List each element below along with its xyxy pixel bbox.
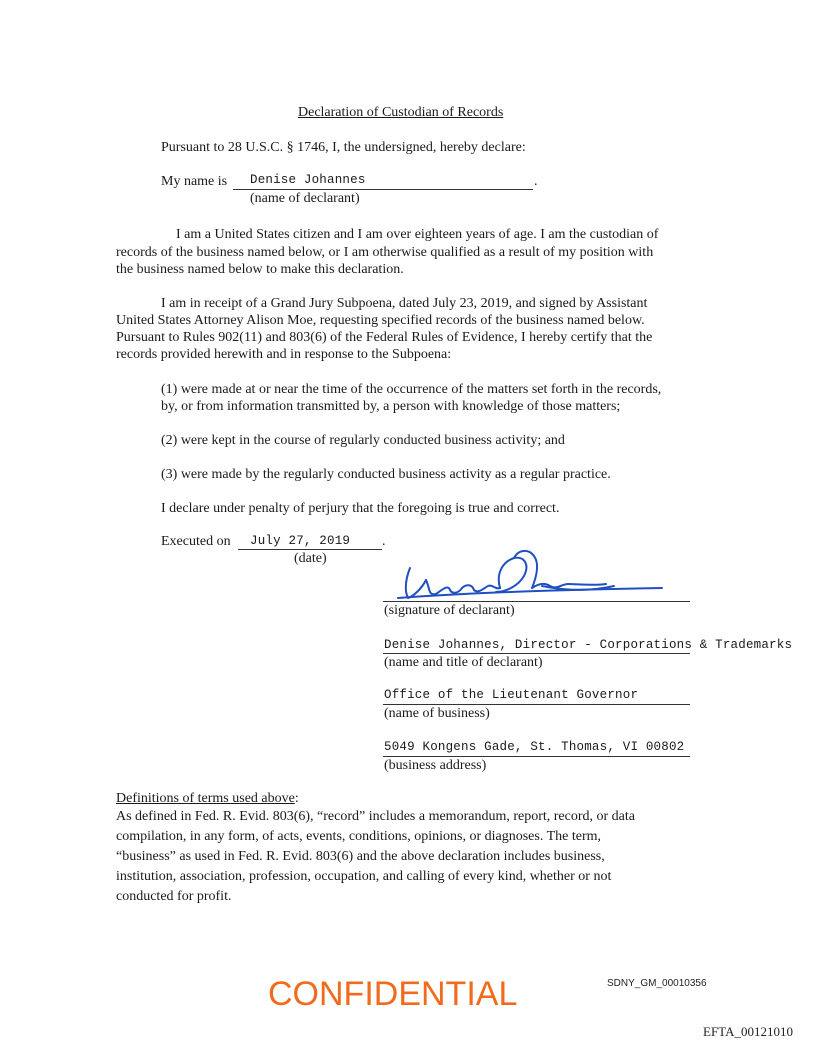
handwritten-signature [392,544,682,604]
definitions-heading-text: Definitions of terms used above [116,791,295,806]
para2-line-3: Pursuant to Rules 902(11) and 803(6) of the Federal Rules of Evidence, I hereby certify that the [116,330,653,345]
document-title: Declaration of Custodian of Records [298,105,504,120]
executed-suffix: . [382,534,386,549]
executed-prefix: Executed on [161,534,231,549]
signature-caption: (signature of declarant) [384,603,515,618]
confidential-stamp: CONFIDENTIAL [268,975,518,1013]
business-caption: (name of business) [384,706,490,721]
para2-line-4: records provided herewith and in response to the Subpoena: [116,347,452,362]
name-title-value: Denise Johannes, Director - Corporations & Trademarks [384,638,793,652]
definitions-line-5: conducted for profit. [116,889,232,904]
penalty-statement: I declare under penalty of perjury that the foregoing is true and correct. [161,501,560,516]
item1-line-2: by, or from information transmitted by, a person with knowledge of those matters; [161,399,621,414]
para2-line-2: United States Attorney Alison Moe, requesting specified records of the business named below. [116,313,645,328]
executed-date-value: July 27, 2019 [250,534,351,548]
definitions-heading [116,790,299,807]
declarant-name-value: Denise Johannes [250,173,366,187]
para1-line-1: I am a United States citizen and I am over eighteen years of age. I am the custodian of [176,227,659,242]
intro-text: Pursuant to 28 U.S.C. § 1746, I, the undersigned, hereby declare: [161,140,526,155]
definitions-line-3: “business” as used in Fed. R. Evid. 803(6) and the above declaration includes business, [116,849,605,864]
item3: (3) were made by the regularly conducted business activity as a regular practice. [161,467,611,482]
item2: (2) were kept in the course of regularly conducted business activity; and [161,433,565,448]
name-prefix: My name is [161,174,228,189]
definitions-heading-colon: : [294,791,299,806]
definitions-line-2: compilation, in any form, of acts, events, conditions, opinions, or diagnoses. The term, [116,829,601,844]
business-address-value: 5049 Kongens Gade, St. Thomas, VI 00802 [384,740,685,754]
business-name-value: Office of the Lieutenant Governor [384,688,639,702]
name-title-caption: (name and title of declarant) [384,655,543,670]
bates-number: SDNY_GM_00010356 [607,978,707,989]
definitions-line-1: As defined in Fed. R. Evid. 803(6), “record” includes a memorandum, report, record, or data [116,809,635,824]
para1-line-3: the business named below to make this declaration. [116,262,404,277]
name-caption: (name of declarant) [250,191,360,206]
address-caption: (business address) [384,758,487,773]
item1-line-1: (1) were made at or near the time of the occurrence of the matters set forth in the records, [161,382,662,397]
definitions-line-4: institution, association, profession, occupation, and calling of every kind, whether or not [116,869,612,884]
name-suffix: . [534,174,538,189]
para1-line-2: records of the business named below, or I am otherwise qualified as a result of my position with [116,245,654,260]
para2-line-1: I am in receipt of a Grand Jury Subpoena, dated July 23, 2019, and signed by Assistant [161,296,648,311]
date-caption: (date) [294,551,327,566]
efta-number: EFTA_00121010 [703,1024,793,1039]
